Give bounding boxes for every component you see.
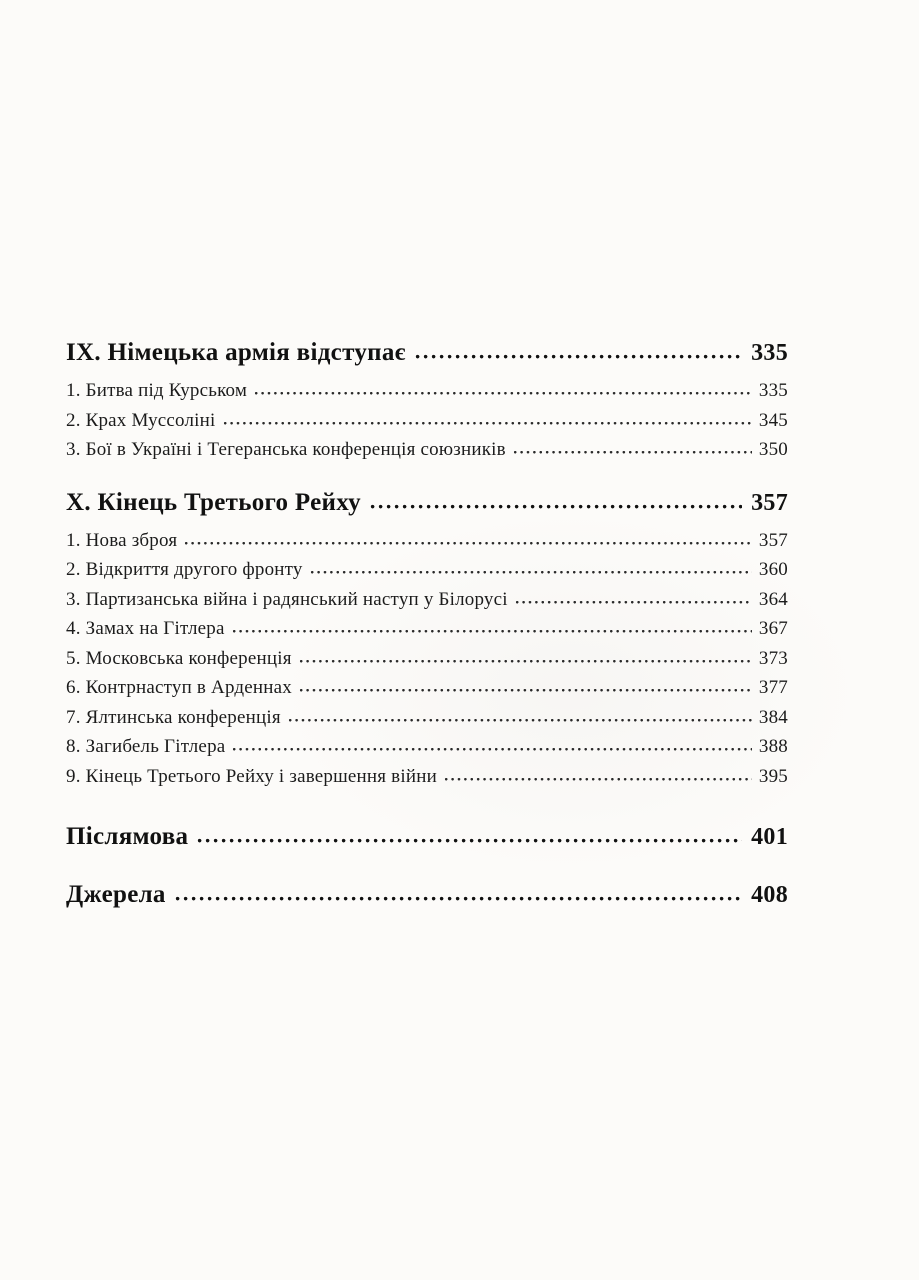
page-number: 384 xyxy=(758,706,788,728)
table-of-contents xyxy=(66,337,788,911)
toc-section-heading xyxy=(66,879,788,911)
section-title: X. Кінець Третього Рейху xyxy=(66,488,361,516)
toc-entry xyxy=(66,585,788,615)
dot-leader xyxy=(223,421,752,426)
dot-leader xyxy=(184,541,752,546)
page-number: 395 xyxy=(758,765,788,787)
dot-leader xyxy=(515,600,752,605)
dot-leader xyxy=(175,896,742,902)
section-title: Післямова xyxy=(66,823,189,850)
toc-entry xyxy=(66,435,788,465)
dot-leader xyxy=(299,688,752,693)
toc-entry xyxy=(66,644,788,674)
entry-title: 5. Московська конференція xyxy=(66,647,292,669)
page-number: 377 xyxy=(758,677,788,698)
section-title: IX. Німецька армія відступає xyxy=(66,339,406,366)
toc-entry xyxy=(66,406,788,436)
toc-entry xyxy=(66,673,788,703)
page-number: 360 xyxy=(758,559,788,580)
page-number: 350 xyxy=(758,439,788,460)
dot-leader xyxy=(513,450,752,455)
toc-section-ix xyxy=(66,337,788,465)
toc-entry xyxy=(66,703,788,733)
toc-entry xyxy=(66,376,788,406)
page-number: 373 xyxy=(758,647,788,669)
toc-afterword xyxy=(66,821,788,853)
dot-leader xyxy=(415,354,742,360)
entry-title: 9. Кінець Третього Рейху і завершення війни xyxy=(66,765,437,787)
dot-leader xyxy=(254,391,752,396)
page-number: 335 xyxy=(758,380,788,401)
page-number: 401 xyxy=(751,824,788,850)
toc-entry xyxy=(66,762,788,792)
dot-leader xyxy=(310,570,752,575)
dot-leader xyxy=(370,504,742,510)
toc-section-x xyxy=(66,487,788,792)
entry-title: 8. Загибель Гітлера xyxy=(66,736,226,757)
entry-title: 3. Бої в Україні і Тегеранська конференція союзників xyxy=(66,439,506,460)
entry-title: 2. Відкриття другого фронту xyxy=(66,559,303,580)
dot-leader xyxy=(288,718,752,723)
page-number: 357 xyxy=(751,489,788,516)
page-number: 357 xyxy=(758,529,788,551)
dot-leader xyxy=(197,838,742,844)
entry-title: 6. Контрнаступ в Арденнах xyxy=(66,677,292,698)
toc-sources xyxy=(66,879,788,911)
toc-entry xyxy=(66,732,788,762)
dot-leader xyxy=(232,629,752,634)
page-number: 335 xyxy=(751,340,788,366)
page-number: 367 xyxy=(758,618,788,639)
toc-entry xyxy=(66,614,788,644)
entry-title: 4. Замах на Гітлера xyxy=(66,618,225,639)
page-number: 388 xyxy=(758,736,788,757)
entry-title: 1. Нова зброя xyxy=(66,529,178,551)
dot-leader xyxy=(299,659,752,664)
toc-entry xyxy=(66,555,788,585)
toc-section-heading xyxy=(66,337,788,369)
entry-title: 1. Битва під Курськом xyxy=(66,380,248,401)
toc-section-heading xyxy=(66,487,788,519)
entry-title: 3. Партизанська війна і радянський наступ у Білорусі xyxy=(66,588,508,610)
page-number: 408 xyxy=(751,882,788,908)
section-title: Джерела xyxy=(66,881,166,908)
dot-leader xyxy=(444,777,752,782)
entry-title: 7. Ялтинська конференція xyxy=(66,706,281,728)
toc-entry xyxy=(66,526,788,556)
toc-section-heading xyxy=(66,821,788,853)
page-number: 364 xyxy=(758,588,788,610)
entry-title: 2. Крах Муссоліні xyxy=(66,409,216,431)
page-number: 345 xyxy=(758,409,788,431)
dot-leader xyxy=(232,747,751,752)
